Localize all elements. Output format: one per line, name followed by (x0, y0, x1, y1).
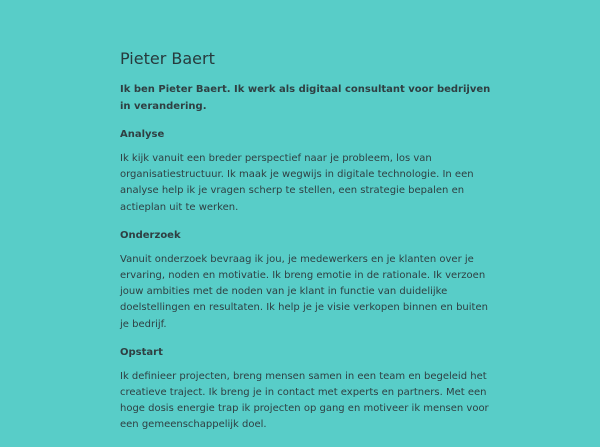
opstart-heading: Opstart (120, 346, 163, 358)
onderzoek-text: Vanuit onderzoek bevraag ik jou, je medewerkers en je klanten over je ervaring, noden en motivatie. Ik breng emotie in de rationale. Ik verzoen jouw ambities met de noden van je klant in functie van duidelijke doelstellingen en resultaten. Ik help je je visie verkopen binnen en buiten je bedrijf. (120, 253, 488, 330)
page-title: Pieter Baert (120, 49, 215, 68)
onderzoek-heading: Onderzoek (120, 229, 181, 241)
intro-text: Ik ben Pieter Baert. Ik werk als digitaal consultant voor bedrijven in verandering. (120, 84, 491, 112)
analyse-text: Ik kijk vanuit een breder perspectief naar je probleem, los van organisatiestructuur. Ik maak je wegwijs in digitale technologie. In een analyse help ik je vragen scherp te stellen, een strategie bepalen en actieplan uit te werken. (120, 153, 474, 213)
opstart-text: Ik definieer projecten, breng mensen samen in een team en begeleid het creatieve traject. Ik breng je in contact met experts en partners. Met een hoge dosis energie trap ik projecten op gang en motiveer ik mensen voor een gemeenschappelijk doel. (120, 370, 489, 431)
analyse-heading: Analyse (120, 129, 165, 140)
main-content (120, 48, 492, 447)
